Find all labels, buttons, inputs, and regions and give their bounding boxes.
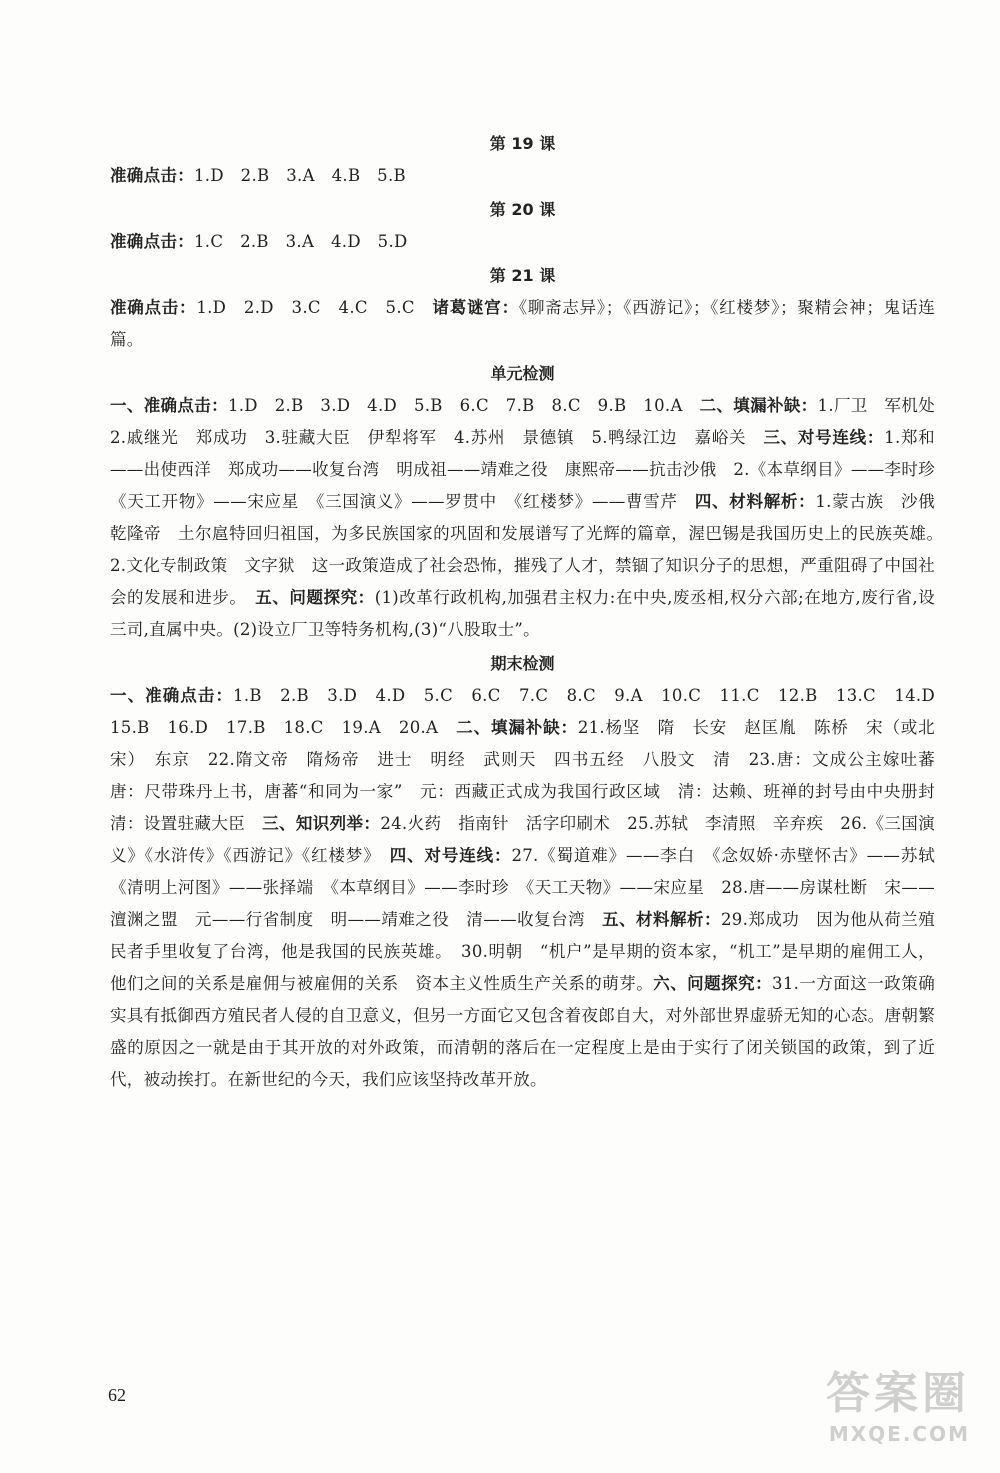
section-label: 一、准确点击： (110, 686, 234, 705)
final-test-answers (110, 680, 952, 1096)
section-label: 二、填漏补缺： (699, 396, 818, 415)
answer-text: 1.B 2.B 3.D 4.D 5.C 6.C 7.C 8.C 9.A 10.C 11.C 12.B 13.C 14.D 15.B 16.D 17.B 18.C 19.A 20.A (110, 686, 952, 737)
answer-text: 31.一方面这一政策确实具有抵御西方殖民者人侵的自卫意义，但另一方面它又包含着夜郎自大，对外部世界虚骄无知的心态。唐朝繁盛的原因之一就是由于其开放的对外政策，而清朝的落后在一定程度上是由于实行了闭关锁国的政策，到了近代，被动挨打。在新世纪的今天，我们应该坚持改革开放。 (110, 974, 935, 1089)
lesson-21-answers (110, 292, 935, 356)
final-test-title: 期末检测 (490, 654, 555, 673)
section-label: 四、材料解析： (694, 492, 816, 511)
answer-text: 《聊斋志异》；《西游记》；《红楼梦》；聚精会神；鬼话连篇。 (110, 298, 936, 349)
watermark-sub: MXQE.COM (828, 1422, 970, 1446)
answer-text: 1.D 2.B 3.D 4.D 5.B 6.C 7.B 8.C 9.B 10.A (227, 396, 700, 415)
unit-test-title: 单元检测 (490, 364, 555, 383)
lesson-19-title: 第 19 课 (489, 134, 556, 153)
section-label: 准确点击： (110, 232, 194, 251)
section-label: 五、材料解析： (602, 910, 721, 929)
answer-text: 1.C 2.B 3.A 4.D 5.D (194, 232, 408, 251)
page-number: 62 (108, 1385, 126, 1405)
lesson-20-title: 第 20 课 (489, 200, 556, 219)
section-label: 二、填漏补缺： (456, 718, 578, 737)
section-label: 三、知识列举： (262, 814, 381, 833)
section-label: 六、问题探究： (653, 974, 773, 993)
answer-text: 1.D 2.D 3.C 4.C 5.C (196, 298, 433, 317)
section-label: 三、对号连线： (763, 428, 885, 447)
answer-content (110, 128, 952, 1098)
answer-text: 27.《蜀道难》——李白 《念奴娇·赤壁怀古》——苏轼《清明上河图》——张择端 《本草纲目》——李时珍 《天工天物》——宋应星 28.唐——房谋杜断 宋——澶渊之盟 元——行省制度 明——靖难之役 清——收复台湾 (110, 846, 935, 929)
watermark-logo (760, 1366, 970, 1461)
unit-test-answers (110, 390, 952, 646)
section-label: 一、准确点击： (110, 396, 228, 415)
lesson-19-answers (110, 160, 935, 192)
answer-text: 1.蒙古族 沙俄 乾隆帝 土尔扈特回归祖国，为多民族国家的巩固和发展谱写了光辉的篇章，渥巴锡是我国历史上的民族英雄。 2.文化专制政策 文字狱 这一政策造成了社会恐怖，摧残了人才，禁锢了知识分子的思想，严重阻碍了中国社会的发展和进步。 (110, 492, 952, 607)
answer-text: 21.杨坚 隋 长安 赵匡胤 陈桥 宋（或北宋） 东京 22.隋文帝 隋炀帝 进士 明经 武则天 四书五经 八股文 清 23.唐：文成公主嫁吐蕃 唐：尺带珠丹上书，唐蕃“和同为一家” 元：西藏正式成为我国行政区域 清：达赖、班禅的封号由中央册封 清：设置驻藏大臣 (110, 718, 952, 833)
answer-text: 1.厂卫 军机处 2.戚继光 郑成功 3.驻藏大臣 伊犁将军 4.苏州 景德镇 5.鸭绿江边 嘉峪关 (110, 396, 952, 447)
answer-text: 24.火药 指南针 活字印刷术 25.苏轼 李清照 辛弃疾 26.《三国演义》《水浒传》《西游记》《红楼梦》 (110, 814, 935, 865)
section-label: 五、问题探究： (255, 588, 375, 607)
answer-text: 1.D 2.B 3.A 4.B 5.B (194, 166, 406, 185)
section-label: 诸葛谜宫： (432, 298, 519, 317)
answer-text: 29.郑成功 因为他从荷兰殖民者手里收复了台湾，他是我国的民族英雄。 30.明朝 “机户”是早期的资本家，“机工”是早期的雇佣工人，他们之间的关系是雇佣与被雇佣的关系 资本主义性质生产关系的萌芽。 (110, 910, 935, 993)
section-label: 准确点击： (110, 166, 194, 185)
watermark-main: 答案圈 (826, 1368, 970, 1419)
section-label: 四、对号连线： (389, 846, 512, 865)
lesson-20-answers (110, 226, 935, 258)
answer-text: 1.郑和——出使西洋 郑成功——收复台湾 明成祖——靖难之役 康熙帝——抗击沙俄 2.《本草纲目》——李时珍 《天工开物》——宋应星 《三国演义》——罗贯中 《红楼梦》——曹雪芹 (110, 428, 952, 511)
section-label: 准确点击： (110, 298, 197, 317)
lesson-21-title: 第 21 课 (489, 266, 556, 285)
answer-text: (1)改革行政机构,加强君主权力:在中央,废丞相,权分六部;在地方,废行省,设三司,直属中央。(2)设立厂卫等特务机构,(3)“八股取士”。 (110, 588, 935, 639)
